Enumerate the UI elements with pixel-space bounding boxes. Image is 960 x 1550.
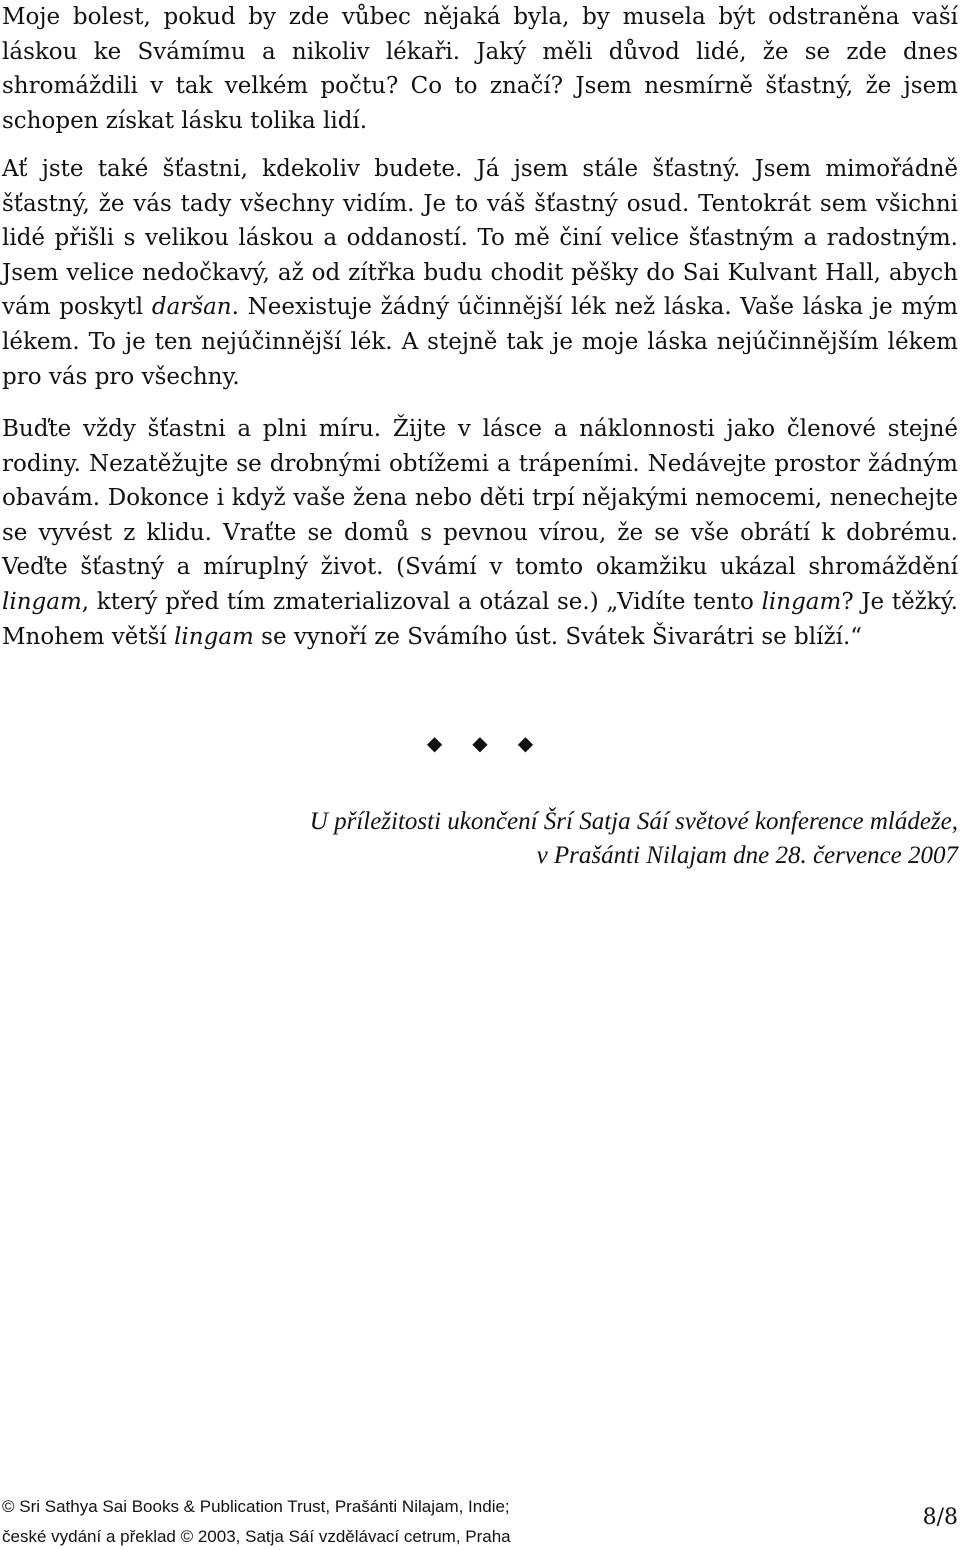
paragraph-3-text-b: , který před tím zmaterializoval a otázal se.) „Vidíte tento: [81, 588, 762, 615]
italic-lingam-2: lingam: [761, 588, 842, 615]
paragraph-3-text-a: Buďte vždy šťastni a plni míru. Žijte v lásce a náklonnosti jako členové stejné rodiny. Nezatěžujte se drobnými obtížemi a trápeními. Nedávejte prostor žádným obavám. Dokonce i když vaše žena nebo děti trpí nějakými nemocemi, nenechejte se vyvést z klidu. Vraťte se domů s pevnou vírou, že se vše obrátí k dobrému. Veďte šťastný a míruplný život. (Svámí v tomto okamžiku ukázal shromáždění: [2, 416, 958, 581]
paragraph-1-text: Moje bolest, pokud by zde vůbec nějaká byla, by musela být odstraněna vaší láskou ke Svámímu a nikoliv lékaři. Jaký měli důvod lidé, že se zde dnes shromáždili v tak velkém počtu? Co to značí? Jsem nesmírně šťastný, že jsem schopen získat lásku tolika lidí.: [2, 4, 958, 134]
paragraph-3: [2, 412, 958, 654]
footer-copyright-line-2: české vydání a překlad © 2003, Satja Sáí vzdělávací cetrum, Praha: [2, 1527, 511, 1546]
paragraph-3-text-c: ? Je těžký. Mnohem větší: [2, 588, 958, 650]
paragraph-3-text-d: se vynoří ze Svámího úst. Svátek Šivarátri se blíží.“: [253, 623, 863, 650]
italic-darsan: daršan: [151, 294, 232, 321]
italic-lingam-3: lingam: [174, 623, 254, 650]
paragraph-2-text-a: Ať jste také šťastni, kdekoliv budete. Já jsem stále šťastný. Jsem mimořádně šťastný, že vás tady všechny vidím. Je to váš šťastný osud. Tentokrát sem všichni lidé přišli s velikou láskou a oddaností. To mě činí velice šťastným a radostným. Jsem velice nedočkavý, až od zítřka budu chodit pěšky do Sai Kulvant Hall, abych vám poskytl: [2, 156, 958, 321]
paragraph-1: [2, 0, 958, 138]
paragraph-2-text-b: . Neexistuje žádný účinnější lék než láska. Vaše láska je mým lékem. To je ten nejúčinnější lék. A stejně tak je moje láska nejúčinnějším lékem pro vás pro všechny.: [2, 294, 958, 390]
signature-line-2: v Prašánti Nilajam dne 28. července 2007: [536, 842, 958, 869]
section-separator: [2, 730, 958, 756]
diamond-icon: ◆: [426, 731, 443, 755]
diamond-icon: ◆: [517, 731, 534, 755]
signature-line-1: U příležitosti ukončení Šrí Satja Sáí světové konference mládeže,: [309, 808, 958, 835]
paragraph-2: [2, 152, 958, 394]
diamond-icon: ◆: [472, 731, 488, 755]
italic-lingam-1: lingam: [2, 588, 82, 615]
footer-copyright-line-1: © Sri Sathya Sai Books & Publication Trust, Prašánti Nilajam, Indie;: [2, 1497, 510, 1516]
document-page: [2, 0, 958, 1550]
page-number: 8/8: [922, 1505, 958, 1530]
